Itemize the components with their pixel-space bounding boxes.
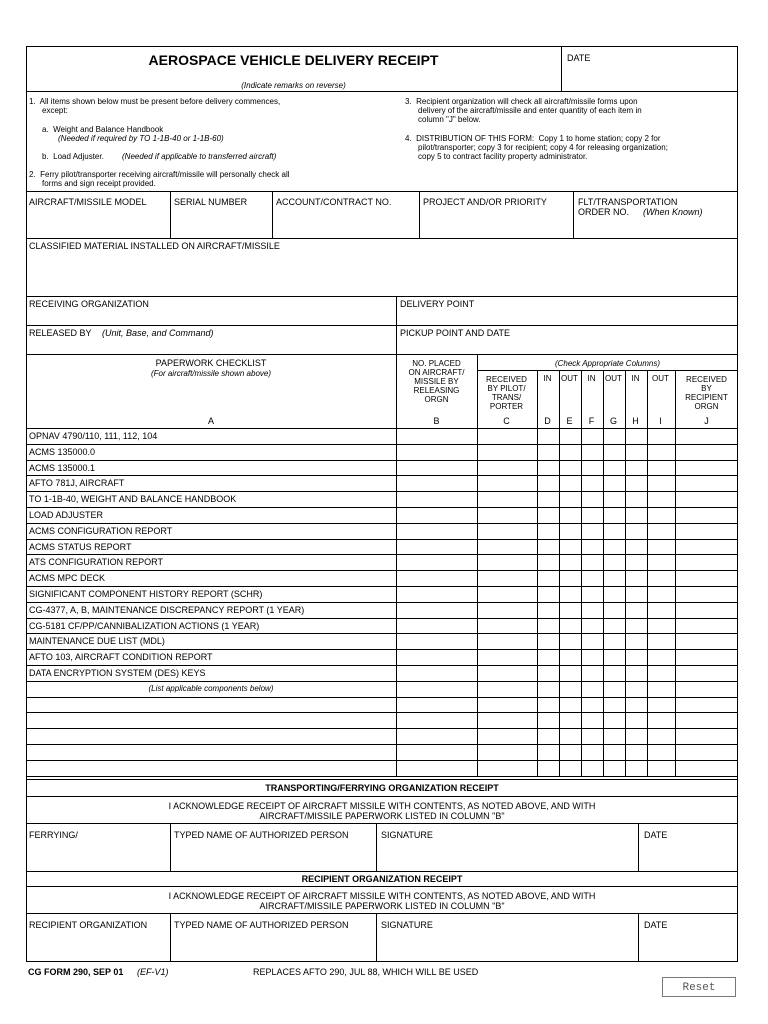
checklist-cell-input[interactable]: [478, 461, 536, 475]
checklist-cell-input[interactable]: [538, 508, 558, 522]
checklist-cell-input[interactable]: [478, 429, 536, 443]
checklist-cell-input[interactable]: [626, 540, 646, 554]
checklist-cell-input[interactable]: [478, 555, 536, 569]
recipient-receipt-heading: RECIPIENT ORGANIZATION RECEIPT: [301, 874, 463, 884]
transport-typed-name-input[interactable]: [172, 842, 374, 869]
component-input[interactable]: [27, 729, 395, 743]
checklist-cell-input[interactable]: [676, 540, 737, 554]
account-contract-input[interactable]: [274, 208, 418, 236]
checklist-cell-input[interactable]: [626, 729, 646, 743]
checklist-cell-input[interactable]: [538, 713, 558, 727]
checklist-cell-input[interactable]: [582, 540, 602, 554]
checklist-cell-input[interactable]: [604, 650, 624, 664]
account-contract-label: ACCOUNT/CONTRACT NO.: [276, 197, 392, 207]
form-version: (EF-V1): [137, 967, 169, 977]
classified-label: CLASSIFIED MATERIAL INSTALLED ON AIRCRAFT/MISSILE: [29, 241, 280, 251]
checklist-cell-input[interactable]: [397, 682, 476, 696]
checklist-cell-input[interactable]: [648, 698, 674, 712]
checklist-cell-input[interactable]: [648, 713, 674, 727]
reset-button[interactable]: Reset: [662, 977, 736, 997]
checklist-cell-input[interactable]: [676, 555, 737, 569]
checklist-cell-input[interactable]: [560, 761, 580, 775]
checklist-item-label: ACMS 135000.0: [29, 447, 96, 457]
checklist-cell-input[interactable]: [582, 492, 602, 506]
checklist-cell-input[interactable]: [626, 682, 646, 696]
checklist-cell-input[interactable]: [676, 445, 737, 459]
checklist-item-label: AFTO 781J, AIRCRAFT: [29, 478, 125, 488]
checklist-cell-input[interactable]: [626, 761, 646, 775]
recipient-signature-input[interactable]: [378, 932, 636, 960]
checklist-item-label: AFTO 103, AIRCRAFT CONDITION REPORT: [29, 652, 213, 662]
checklist-cell-input[interactable]: [538, 524, 558, 538]
checklist-cell-input[interactable]: [582, 587, 602, 601]
checklist-cell-input[interactable]: [604, 508, 624, 522]
checklist-cell-input[interactable]: [648, 429, 674, 443]
checklist-cell-input[interactable]: [560, 745, 580, 759]
checklist-cell-input[interactable]: [626, 429, 646, 443]
recipient-ack-line1: I ACKNOWLEDGE RECEIPT OF AIRCRAFT MISSILE WITH CONTENTS, AS NOTED ABOVE, AND WITH: [168, 891, 596, 901]
checklist-cell-input[interactable]: [626, 587, 646, 601]
checklist-cell-input[interactable]: [397, 698, 476, 712]
checklist-cell-input[interactable]: [538, 555, 558, 569]
project-priority-input[interactable]: [421, 208, 572, 236]
checklist-cell-input[interactable]: [676, 492, 737, 506]
checklist-cell-input[interactable]: [582, 698, 602, 712]
checklist-cell-input[interactable]: [397, 461, 476, 475]
checklist-cell-input[interactable]: [538, 634, 558, 648]
checklist-cell-input[interactable]: [626, 619, 646, 633]
checklist-cell-input[interactable]: [397, 761, 476, 775]
checklist-cell-input[interactable]: [604, 540, 624, 554]
checklist-cell-input[interactable]: [648, 619, 674, 633]
checklist-cell-input[interactable]: [478, 508, 536, 522]
checklist-cell-input[interactable]: [478, 634, 536, 648]
checklist-cell-input[interactable]: [560, 555, 580, 569]
ferrying-label: FERRYING/: [29, 830, 78, 840]
checklist-cell-input[interactable]: [478, 761, 536, 775]
checklist-item-label: TO 1-1B-40, WEIGHT AND BALANCE HANDBOOK: [29, 494, 237, 504]
checklist-cell-input[interactable]: [604, 492, 624, 506]
checklist-cell-input[interactable]: [538, 587, 558, 601]
recipient-signature-label: SIGNATURE: [381, 920, 433, 930]
checklist-cell-input[interactable]: [582, 745, 602, 759]
receiving-org-label: RECEIVING ORGANIZATION: [29, 299, 149, 309]
checklist-cell-input[interactable]: [397, 666, 476, 680]
transport-signature-input[interactable]: [378, 842, 636, 869]
checklist-cell-input[interactable]: [676, 666, 737, 680]
checklist-item-label: MAINTENANCE DUE LIST (MDL): [29, 636, 165, 646]
checklist-cell-input[interactable]: [604, 445, 624, 459]
checklist-cell-input[interactable]: [582, 429, 602, 443]
checklist-cell-input[interactable]: [538, 540, 558, 554]
checklist-cell-input[interactable]: [582, 555, 602, 569]
checklist-cell-input[interactable]: [648, 729, 674, 743]
checklist-cell-input[interactable]: [676, 524, 737, 538]
checklist-cell-input[interactable]: [560, 445, 580, 459]
transport-ack-line2: AIRCRAFT/MISSILE PAPERWORK LISTED IN COLUMN "B": [259, 811, 505, 821]
checklist-item-label: CG-5181 CF/PP/CANNIBALIZATION ACTIONS (1 YEAR): [29, 621, 260, 631]
component-input[interactable]: [27, 713, 395, 727]
checklist-cell-input[interactable]: [648, 492, 674, 506]
checklist-cell-input[interactable]: [478, 619, 536, 633]
flt-order-label: FLT/TRANSPORTATION: [578, 197, 678, 207]
checklist-cell-input[interactable]: [538, 429, 558, 443]
checklist-cell-input[interactable]: [604, 619, 624, 633]
checklist-cell-input[interactable]: [676, 619, 737, 633]
checklist-cell-input[interactable]: [648, 745, 674, 759]
checklist-cell-input[interactable]: [676, 429, 737, 443]
date-input[interactable]: [563, 64, 735, 90]
checklist-cell-input[interactable]: [397, 571, 476, 585]
checklist-cell-input[interactable]: [560, 540, 580, 554]
checklist-cell-input[interactable]: [478, 524, 536, 538]
checklist-cell-input[interactable]: [648, 461, 674, 475]
checklist-cell-input[interactable]: [538, 761, 558, 775]
checklist-cell-input[interactable]: [478, 603, 536, 617]
checklist-cell-input[interactable]: [676, 650, 737, 664]
checklist-cell-input[interactable]: [648, 540, 674, 554]
checklist-cell-input[interactable]: [582, 761, 602, 775]
checklist-cell-input[interactable]: [676, 729, 737, 743]
checklist-cell-input[interactable]: [538, 476, 558, 490]
checklist-cell-input[interactable]: [478, 445, 536, 459]
checklist-item-label: DATA ENCRYPTION SYSTEM (DES) KEYS: [29, 668, 206, 678]
checklist-cell-input[interactable]: [582, 461, 602, 475]
checklist-cell-input[interactable]: [397, 587, 476, 601]
component-input[interactable]: [27, 745, 395, 759]
checklist-cell-input[interactable]: [604, 713, 624, 727]
project-priority-label: PROJECT AND/OR PRIORITY: [423, 197, 547, 207]
checklist-cell-input[interactable]: [626, 445, 646, 459]
recipient-typed-name-label: TYPED NAME OF AUTHORIZED PERSON: [174, 920, 349, 930]
checklist-cell-input[interactable]: [604, 461, 624, 475]
checklist-cell-input[interactable]: [478, 540, 536, 554]
released-by-label: RELEASED BY: [29, 328, 92, 338]
checklist-cell-input[interactable]: [676, 745, 737, 759]
checklist-cell-input[interactable]: [626, 603, 646, 617]
checklist-cell-input[interactable]: [604, 587, 624, 601]
checklist-cell-input[interactable]: [626, 524, 646, 538]
checklist-cell-input[interactable]: [626, 476, 646, 490]
checklist-cell-input[interactable]: [538, 603, 558, 617]
checklist-cell-input[interactable]: [397, 524, 476, 538]
checklist-cell-input[interactable]: [397, 555, 476, 569]
checklist-cell-input[interactable]: [538, 666, 558, 680]
ferrying-input[interactable]: [27, 842, 169, 869]
delivery-receipt-form: AEROSPACE VEHICLE DELIVERY RECEIPT (Indicate remarks on reverse) DATE 1. All items shown below must be present before delivery commences, except: a. Weight and Balance Handbook (Needed if required by TO 1-1B-40 or 1-1B-60) b. Load Adjuster. (Needed if applicable to transferred aircraft) 2. Ferry pilot/transporter receiving aircraft/missile will personally check all forms and sign receipt provided. 3. Recipient organization will check all aircraft/missile forms upon delivery of the aircraft/missile and enter quantity of each item in column "J" below. 4. DISTRIBUTION OF THIS FORM: Copy 1 to home station; copy 2 for pilot/transporter; copy 3 for recipient; copy 4 for releasing organization; copy 5 to contract facility property administrator. AIRCRAFT/MISSILE MODEL SERIAL NUMBER ACCOUNT/CONTRACT NO. PROJECT AND/OR PRIORITY FLT/TRANSPORTATION ORDER NO. (When Known) CLASSIFIED MATERIAL INSTALLED ON AIRCRAFT/MISSILE RECEIVING ORGANIZATION DELIVERY POINT RELEASED BY (Unit, Base, and Command) PICKUP POINT AND DATE PAPERWORK CHECKLIST (For aircraft/missile shown above) A NO. PLACED ON AIRCRAFT/ MISSILE BY RELEASING ORGN B (Check Appropriate Columns) RECEIVED BY PILOT/ TRANS/ PORTER C IN OUT IN OUT IN OUT D E F G H I RECEIVED BY RECIPIENT ORGN J OPNAV 4790/110, 111, 112, 104 ACMS 135000.0 ACMS 135000.1 AFTO 781J, AIRCRAFT TO 1-1B-40, WEIGHT AND BALANCE HANDBOOK LOAD ADJUSTER ACMS CONFIGURATION REPORT ACMS STATUS REPORT ATS CONFIGURATION REPORT ACMS MPC DECK SIGNIFICANT COMPONENT HISTORY REPORT (SCHR) CG-4377, A, B, MAINTENANCE DISCREPANCY REPORT (1 YEAR) CG-5181 CF/PP/CANNIBALIZATION ACTIONS (1 YEAR) MAINTENANCE DUE LIST (MDL) AFTO 103, AIRCRAFT CONDITION REPORT DATA ENCRYPTION SYSTEM (DES) KEYS (List applicable components below) TRANSPORTING/FERRYING ORGANIZATION RECEIPT I ACKNOWLEDGE RECEIPT OF AIRCRAFT MISSILE WITH CONTENTS, AS NOTED ABOVE, AND WITH AIRCRAFT/MISSILE PAPERWORK LISTED IN COLUMN "B" FERRYING/ TYPED NAME OF AUTHORIZED PERSON SIGNATURE DATE RECIPIENT ORGANIZATION RECEIPT I ACKNOWLEDGE RECEIPT OF AIRCRAFT MISSILE WITH CONTENTS, AS NOTED ABOVE, AND WITH AIRCRAFT/MISSILE PAPERWORK LISTED IN COLUMN "B" RECIPIENT ORGANIZATION TYPED NAME OF AUTHORIZED PERSON SIGNATURE DATE: [26, 46, 738, 962]
checklist-item-label: OPNAV 4790/110, 111, 112, 104: [29, 431, 158, 441]
transport-date-input[interactable]: [640, 842, 736, 869]
checklist-cell-input[interactable]: [538, 461, 558, 475]
checklist-cell-input[interactable]: [648, 634, 674, 648]
checklist-cell-input[interactable]: [478, 492, 536, 506]
checklist-cell-input[interactable]: [676, 682, 737, 696]
checklist-cell-input[interactable]: [397, 729, 476, 743]
checklist-cell-input[interactable]: [626, 650, 646, 664]
checklist-cell-input[interactable]: [560, 476, 580, 490]
transport-typed-name-label: TYPED NAME OF AUTHORIZED PERSON: [174, 830, 349, 840]
serial-number-input[interactable]: [172, 208, 271, 236]
checklist-cell-input[interactable]: [397, 634, 476, 648]
transport-ack-line1: I ACKNOWLEDGE RECEIPT OF AIRCRAFT MISSILE WITH CONTENTS, AS NOTED ABOVE, AND WITH: [168, 801, 596, 811]
checklist-cell-input[interactable]: [626, 555, 646, 569]
checklist-cell-input[interactable]: [478, 729, 536, 743]
checklist-cell-input[interactable]: [478, 745, 536, 759]
checklist-item-label: ATS CONFIGURATION REPORT: [29, 557, 164, 567]
checklist-cell-input[interactable]: [478, 571, 536, 585]
checklist-cell-input[interactable]: [397, 603, 476, 617]
checklist-item-label: CG-4377, A, B, MAINTENANCE DISCREPANCY REPORT (1 YEAR): [29, 605, 305, 615]
recipient-typed-name-input[interactable]: [172, 932, 374, 960]
checklist-cell-input[interactable]: [604, 571, 624, 585]
checklist-cell-input[interactable]: [604, 476, 624, 490]
serial-number-label: SERIAL NUMBER: [174, 197, 248, 207]
checklist-cell-input[interactable]: [648, 445, 674, 459]
checklist-cell-input[interactable]: [626, 713, 646, 727]
checklist-cell-input[interactable]: [676, 587, 737, 601]
transport-date-label: DATE: [644, 830, 668, 840]
aircraft-model-label: AIRCRAFT/MISSILE MODEL: [29, 197, 147, 207]
form-subtitle: (Indicate remarks on reverse): [241, 81, 346, 90]
checklist-cell-input[interactable]: [626, 492, 646, 506]
checklist-cell-input[interactable]: [582, 634, 602, 648]
checklist-item-label: ACMS MPC DECK: [29, 573, 106, 583]
checklist-cell-input[interactable]: [478, 666, 536, 680]
checklist-cell-input[interactable]: [538, 650, 558, 664]
checklist-cell-input[interactable]: [604, 729, 624, 743]
checklist-cell-input[interactable]: [538, 745, 558, 759]
checklist-cell-input[interactable]: [676, 476, 737, 490]
checklist-cell-input[interactable]: [626, 745, 646, 759]
receiving-org-input[interactable]: [27, 309, 395, 323]
checklist-cell-input[interactable]: [397, 476, 476, 490]
pickup-point-input[interactable]: [398, 338, 736, 352]
checklist-cell-input[interactable]: [604, 761, 624, 775]
checklist-cell-input[interactable]: [538, 682, 558, 696]
checklist-cell-input[interactable]: [538, 729, 558, 743]
released-by-input[interactable]: [27, 338, 395, 352]
component-input[interactable]: [27, 698, 395, 712]
checklist-item-label: SIGNIFICANT COMPONENT HISTORY REPORT (SCHR): [29, 589, 263, 599]
checklist-cell-input[interactable]: [648, 571, 674, 585]
checklist-cell-input[interactable]: [676, 508, 737, 522]
checklist-cell-input[interactable]: [648, 603, 674, 617]
checklist-cell-input[interactable]: [676, 698, 737, 712]
delivery-point-input[interactable]: [398, 309, 736, 323]
checklist-cell-input[interactable]: [648, 524, 674, 538]
checklist-cell-input[interactable]: [560, 461, 580, 475]
checklist-cell-input[interactable]: [582, 666, 602, 680]
checklist-cell-input[interactable]: [560, 698, 580, 712]
checklist-cell-input[interactable]: [538, 445, 558, 459]
checklist-cell-input[interactable]: [560, 682, 580, 696]
checklist-cell-input[interactable]: [604, 698, 624, 712]
checklist-cell-input[interactable]: [397, 540, 476, 554]
list-components-note: (List applicable components below): [148, 684, 274, 693]
recipient-ack-line2: AIRCRAFT/MISSILE PAPERWORK LISTED IN COLUMN "B": [259, 901, 505, 911]
checklist-cell-input[interactable]: [560, 524, 580, 538]
form-id: CG FORM 290, SEP 01: [28, 967, 124, 977]
checklist-cell-input[interactable]: [582, 713, 602, 727]
checklist-cell-input[interactable]: [626, 571, 646, 585]
checklist-cell-input[interactable]: [582, 650, 602, 664]
checklist-cell-input[interactable]: [626, 461, 646, 475]
recipient-date-label: DATE: [644, 920, 668, 930]
checklist-cell-input[interactable]: [582, 476, 602, 490]
classified-input[interactable]: [27, 252, 736, 294]
transport-receipt-heading: TRANSPORTING/FERRYING ORGANIZATION RECEIPT: [265, 783, 499, 793]
checklist-cell-input[interactable]: [397, 650, 476, 664]
checklist-cell-input[interactable]: [626, 634, 646, 648]
checklist-cell-input[interactable]: [560, 713, 580, 727]
checklist-cell-input[interactable]: [478, 682, 536, 696]
checklist-cell-input[interactable]: [604, 634, 624, 648]
checklist-cell-input[interactable]: [582, 508, 602, 522]
checklist-item-label: LOAD ADJUSTER: [29, 510, 104, 520]
recipient-date-input[interactable]: [640, 932, 736, 960]
checklist-cell-input[interactable]: [478, 587, 536, 601]
checklist-cell-input[interactable]: [478, 698, 536, 712]
replaces-note: REPLACES AFTO 290, JUL 88, WHICH WILL BE USED: [253, 967, 479, 977]
checklist-cell-input[interactable]: [582, 729, 602, 743]
checklist-cell-input[interactable]: [582, 619, 602, 633]
checklist-cell-input[interactable]: [626, 508, 646, 522]
checklist-cell-input[interactable]: [560, 729, 580, 743]
form-title: AEROSPACE VEHICLE DELIVERY RECEIPT: [148, 52, 439, 68]
date-label: DATE: [567, 53, 591, 63]
checklist-cell-input[interactable]: [676, 571, 737, 585]
checklist-item-label: ACMS STATUS REPORT: [29, 542, 132, 552]
checklist-cell-input[interactable]: [397, 445, 476, 459]
checklist-cell-input[interactable]: [560, 666, 580, 680]
checklist-cell-input[interactable]: [538, 571, 558, 585]
checklist-cell-input[interactable]: [560, 650, 580, 664]
checklist-cell-input[interactable]: [560, 587, 580, 601]
component-input[interactable]: [27, 761, 395, 775]
checklist-cell-input[interactable]: [582, 524, 602, 538]
recipient-org-label: RECIPIENT ORGANIZATION: [29, 920, 148, 930]
checklist-cell-input[interactable]: [648, 476, 674, 490]
checklist-cell-input[interactable]: [397, 429, 476, 443]
aircraft-model-input[interactable]: [27, 208, 169, 236]
checklist-cell-input[interactable]: [648, 555, 674, 569]
recipient-org-input[interactable]: [27, 932, 169, 960]
checklist-cell-input[interactable]: [582, 571, 602, 585]
checklist-cell-input[interactable]: [676, 603, 737, 617]
checklist-cell-input[interactable]: [397, 745, 476, 759]
checklist-cell-input[interactable]: [676, 634, 737, 648]
flt-order-input[interactable]: [575, 218, 736, 236]
checklist-cell-input[interactable]: [560, 603, 580, 617]
checklist-cell-input[interactable]: [626, 698, 646, 712]
checklist-cell-input[interactable]: [560, 429, 580, 443]
checklist-cell-input[interactable]: [604, 682, 624, 696]
checklist-cell-input[interactable]: [626, 666, 646, 680]
checklist-cell-input[interactable]: [676, 713, 737, 727]
checklist-cell-input[interactable]: [538, 492, 558, 506]
checklist-cell-input[interactable]: [397, 492, 476, 506]
checklist-cell-input[interactable]: [648, 650, 674, 664]
delivery-point-label: DELIVERY POINT: [400, 299, 475, 309]
checklist-cell-input[interactable]: [604, 429, 624, 443]
checklist-cell-input[interactable]: [604, 524, 624, 538]
checklist-cell-input[interactable]: [604, 555, 624, 569]
checklist-item-label: ACMS CONFIGURATION REPORT: [29, 526, 173, 536]
checklist-cell-input[interactable]: [648, 761, 674, 775]
checklist-heading: PAPERWORK CHECKLIST: [155, 358, 267, 368]
checklist-cell-input[interactable]: [478, 476, 536, 490]
checklist-cell-input[interactable]: [397, 713, 476, 727]
checklist-cell-input[interactable]: [648, 682, 674, 696]
checklist-cell-input[interactable]: [676, 761, 737, 775]
checklist-item-label: ACMS 135000.1: [29, 463, 96, 473]
checklist-cell-input[interactable]: [560, 619, 580, 633]
checklist-cell-input[interactable]: [648, 508, 674, 522]
transport-signature-label: SIGNATURE: [381, 830, 433, 840]
checklist-cell-input[interactable]: [560, 571, 580, 585]
pickup-point-label: PICKUP POINT AND DATE: [400, 328, 511, 338]
checklist-cell-input[interactable]: [538, 698, 558, 712]
checklist-cell-input[interactable]: [560, 492, 580, 506]
checklist-cell-input[interactable]: [397, 508, 476, 522]
checklist-cell-input[interactable]: [604, 603, 624, 617]
checklist-cell-input[interactable]: [676, 461, 737, 475]
checklist-cell-input[interactable]: [478, 650, 536, 664]
checklist-cell-input[interactable]: [604, 666, 624, 680]
checklist-cell-input[interactable]: [397, 619, 476, 633]
checklist-cell-input[interactable]: [538, 619, 558, 633]
checklist-cell-input[interactable]: [560, 634, 580, 648]
checklist-cell-input[interactable]: [604, 745, 624, 759]
checklist-cell-input[interactable]: [478, 713, 536, 727]
checklist-cell-input[interactable]: [582, 445, 602, 459]
checklist-cell-input[interactable]: [648, 666, 674, 680]
checklist-cell-input[interactable]: [582, 603, 602, 617]
checklist-cell-input[interactable]: [582, 682, 602, 696]
checklist-cell-input[interactable]: [648, 587, 674, 601]
checklist-cell-input[interactable]: [560, 508, 580, 522]
